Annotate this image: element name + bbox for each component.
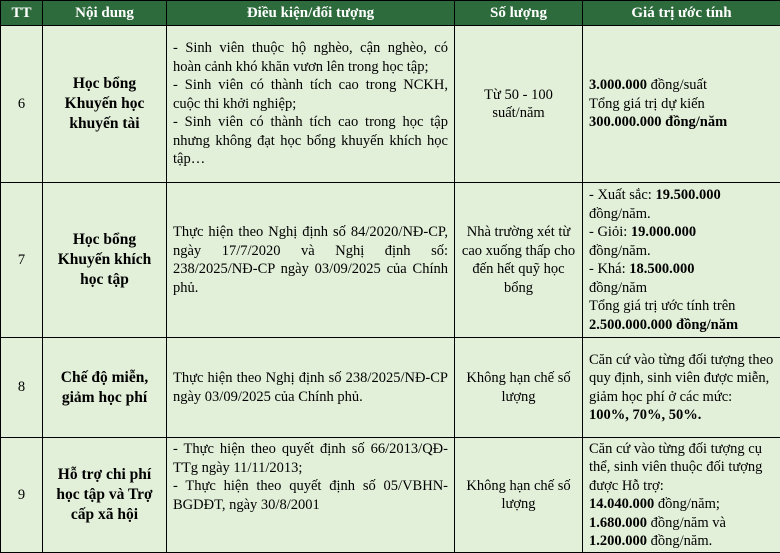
table-row [1,26,780,183]
value-amount: 1.200.000 [589,533,647,549]
value-unit: đồng/năm; [654,496,720,512]
header-tt: TT [1,1,43,26]
row-conditions [167,26,455,183]
row-conditions: Thực hiện theo Nghị định số 238/2025/NĐ-CP ngày 03/09/2025 của Chính phủ. [167,338,455,438]
value-label: - Khá: [589,261,630,277]
condition-item: - Sinh viên thuộc hộ nghèo, cận nghèo, có hoàn cảnh khó khăn vươn lên trong học tập; [173,40,448,75]
row-quantity: Không hạn chế số lượng [455,438,583,553]
value-unit: đồng/năm. [647,533,713,549]
value-unit: đồng/năm. [589,205,651,222]
row-quantity: Từ 50 - 100 suất/năm [455,26,583,183]
value-amount: 18.500.000 [629,261,695,277]
value-label: - Xuất sắc: [589,187,656,203]
value-amount: 19.500.000 [655,187,721,203]
row-number: 8 [1,338,43,438]
header-so-luong: Số lượng [455,1,583,26]
row-content: Học bổng Khuyến học khuyến tài [43,26,167,183]
value-text: Căn cứ vào từng đối tượng theo quy định, sinh viên được miễn, giảm học phí ở các mức: [589,351,774,405]
row-value [583,183,780,338]
row-number: 9 [1,438,43,553]
value-text: Căn cứ vào từng đối tượng cụ thể, sinh viên thuộc đối tượng được Hỗ trợ: [589,440,763,494]
value-unit: đồng/suất [647,77,708,94]
header-row [1,1,780,26]
value-total-label: Tổng giá trị dự kiến [589,95,705,112]
row-conditions: Thực hiện theo Nghị định số 84/2020/NĐ-CP, ngày 17/7/2020 và Nghị định số: 238/2025/NĐ-CP ngày 03/09/2025 của Chính phủ. [167,183,455,338]
value-unit: đồng/năm [589,279,647,296]
condition-item: - Sinh viên có thành tích cao trong NCKH, cuộc thi khởi nghiệp; [173,77,448,112]
value-label: - Giỏi: [589,224,631,240]
value-unit: đồng/năm. [589,242,651,259]
table-row [1,438,780,553]
value-amount: 19.000.000 [630,224,697,240]
row-number: 7 [1,183,43,338]
row-quantity: Không hạn chế số lượng [455,338,583,438]
row-value [583,26,780,183]
table-row [1,183,780,338]
condition-item: - Thực hiện theo quyết định số 05/VBHN-BGDĐT, ngày 30/8/2001 [173,478,448,513]
condition-item: - Thực hiện theo quyết định số 66/2013/QĐ-TTg ngày 11/11/2013; [173,441,448,476]
row-value [583,338,780,438]
header-dieu-kien: Điều kiện/đối tượng [167,1,455,26]
value-rates: 100%, 70%, 50%. [589,407,702,423]
row-content: Hỗ trợ chi phí học tập và Trợ cấp xã hội [43,438,167,553]
value-total: 300.000.000 đồng/năm [589,114,728,131]
row-conditions [167,438,455,553]
value-unit: đồng/năm và [647,514,726,531]
row-value [583,438,780,553]
value-total: 2.500.000.000 đồng/năm [589,316,739,333]
table-row [1,338,780,438]
header-noi-dung: Nội dung [43,1,167,26]
header-gia-tri: Giá trị ước tính [583,1,780,26]
row-quantity: Nhà trường xét từ cao xuống thấp cho đến hết quỹ học bổng [455,183,583,338]
value-total-label: Tổng giá trị ước tính trên [589,298,736,314]
value-amount: 1.680.000 [589,514,647,531]
row-content: Học bổng Khuyến khích học tập [43,183,167,338]
row-content: Chế độ miễn, giảm học phí [43,338,167,438]
value-amount: 14.040.000 [589,496,655,512]
condition-item: - Sinh viên có thành tích cao trong học tập nhưng không đạt học bổng khuyến khích học tập… [173,114,448,168]
value-amount: 3.000.000 [589,77,647,94]
row-number: 6 [1,26,43,183]
